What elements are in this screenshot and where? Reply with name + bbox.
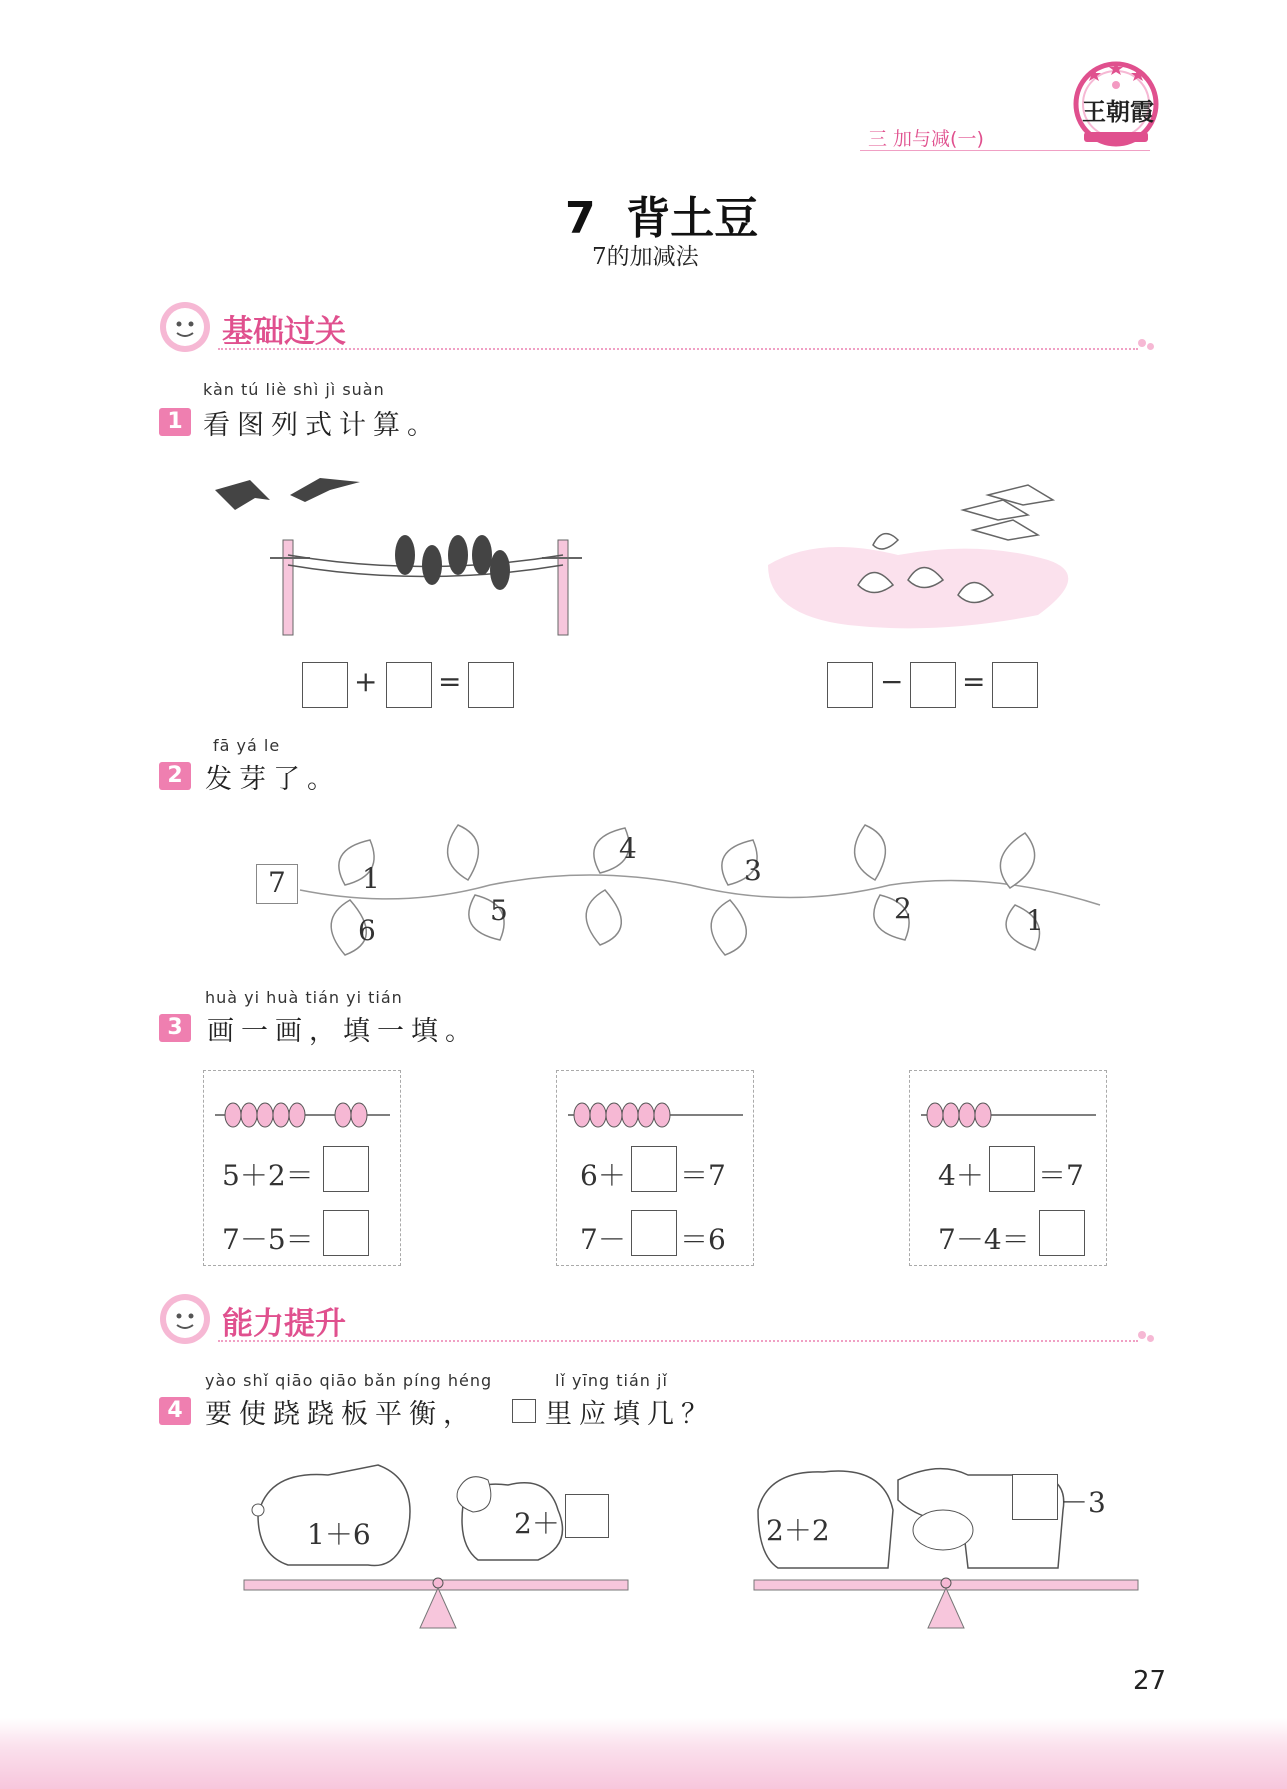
q1-left-answer-box-1[interactable] [302, 662, 348, 708]
q3-bead-string-2 [568, 1100, 743, 1130]
q2-start-number: 7 [268, 866, 286, 899]
q4-elephant-expression: 2＋2 [766, 1514, 830, 1547]
q2-leaf-bottom-6[interactable]: 1 [1026, 904, 1044, 937]
q4-sheep-answer-box[interactable] [565, 1494, 609, 1538]
q1-right-minus: − [880, 665, 904, 698]
birds-on-wire-image [210, 460, 610, 640]
section-title-basic: 基础过关 [222, 314, 346, 350]
q3-bead-string-3 [921, 1100, 1096, 1130]
q4-pinyin-2: lǐ yīng tián jǐ [555, 1371, 668, 1390]
header-underline [860, 150, 1150, 151]
q1-right-answer-box-2[interactable] [910, 662, 956, 708]
q1-left-answer-box-3[interactable] [468, 662, 514, 708]
q4-pinyin-1: yào shǐ qiāo qiāo bǎn píng héng [205, 1371, 493, 1390]
q3-card3-line2: 7－4＝ [938, 1223, 1030, 1256]
section-title-advanced: 能力提升 [222, 1306, 346, 1342]
q2-leaf-top-1[interactable]: 1 [362, 862, 380, 895]
page-subtitle: 7的加减法 [592, 244, 699, 270]
q2-leaf-top-3[interactable]: 4 [619, 832, 637, 865]
q1-left-answer-box-2[interactable] [386, 662, 432, 708]
page-number: 27 [1133, 1666, 1167, 1696]
q1-left-plus: + [354, 665, 378, 698]
q2-number-badge: 2 [159, 762, 191, 790]
q3-card3-line1-a: 4＋ [938, 1159, 984, 1192]
q3-card2-line2-b: ＝6 [680, 1223, 726, 1256]
q4-cow-expression: －3 [1060, 1486, 1106, 1519]
q1-left-equals: = [438, 665, 462, 698]
q4-sheep-expression: 2＋ [514, 1507, 560, 1540]
page-title: 7 背土豆 [565, 193, 759, 244]
q3-card2-line2-a: 7－ [580, 1223, 626, 1256]
q4-pig-expression: 1＋6 [307, 1518, 371, 1551]
q4-number-badge: 4 [159, 1397, 191, 1425]
q4-inline-box-icon [512, 1399, 536, 1423]
q3-card2-line1-b: ＝7 [680, 1159, 726, 1192]
brand-name: 王朝霞 [1082, 97, 1154, 126]
q1-text: 看图列式计算。 [203, 410, 441, 441]
swans-pond-image [758, 475, 1098, 635]
q3-card1-line2: 7－5＝ [222, 1223, 314, 1256]
q1-right-answer-box-3[interactable] [992, 662, 1038, 708]
q2-text: 发芽了。 [205, 764, 341, 795]
section-mascot-icon [158, 300, 212, 354]
q2-leaf-bottom-2[interactable]: 5 [490, 894, 508, 927]
section-divider [218, 348, 1138, 350]
q3-card3-line1-b: ＝7 [1038, 1159, 1084, 1192]
q3-card2-box2[interactable] [631, 1210, 677, 1256]
section-mascot-icon-2 [158, 1292, 212, 1346]
q2-leaf-bottom-5[interactable]: 2 [894, 892, 912, 925]
q3-card3-box2[interactable] [1039, 1210, 1085, 1256]
q3-pinyin: huà yi huà tián yi tián [205, 988, 403, 1007]
q3-number-badge: 3 [159, 1014, 191, 1042]
section-divider-2 [218, 1340, 1138, 1342]
footer-pink-band [0, 1718, 1287, 1789]
q4-cow-answer-box[interactable] [1012, 1474, 1058, 1520]
q2-leaf-bottom-1[interactable]: 6 [358, 914, 376, 947]
q2-pinyin: fā yá le [213, 736, 281, 755]
q2-leaf-top-4[interactable]: 3 [744, 854, 762, 887]
dots-icon [1138, 335, 1156, 353]
dots-icon-2 [1138, 1327, 1156, 1345]
chapter-header: 三 加与减(一) [868, 128, 984, 150]
q3-card3-box1[interactable] [989, 1146, 1035, 1192]
q3-text: 画一画，填一填。 [207, 1016, 479, 1047]
q1-number-badge: 1 [159, 408, 191, 436]
q3-bead-string-1 [215, 1100, 390, 1130]
q3-card1-box1[interactable] [323, 1146, 369, 1192]
q4-text-b: 里应填几？ [545, 1399, 715, 1430]
seesaw-left-image [238, 1450, 638, 1630]
q1-right-answer-box-1[interactable] [827, 662, 873, 708]
q4-text-a: 要使跷跷板平衡， [205, 1399, 477, 1430]
q1-pinyin: kàn tú liè shì jì suàn [203, 380, 385, 399]
q3-card1-line1: 5＋2＝ [222, 1159, 314, 1192]
q3-card2-box1[interactable] [631, 1146, 677, 1192]
q3-card2-line1-a: 6＋ [580, 1159, 626, 1192]
q1-right-equals: = [962, 665, 986, 698]
q3-card1-box2[interactable] [323, 1210, 369, 1256]
